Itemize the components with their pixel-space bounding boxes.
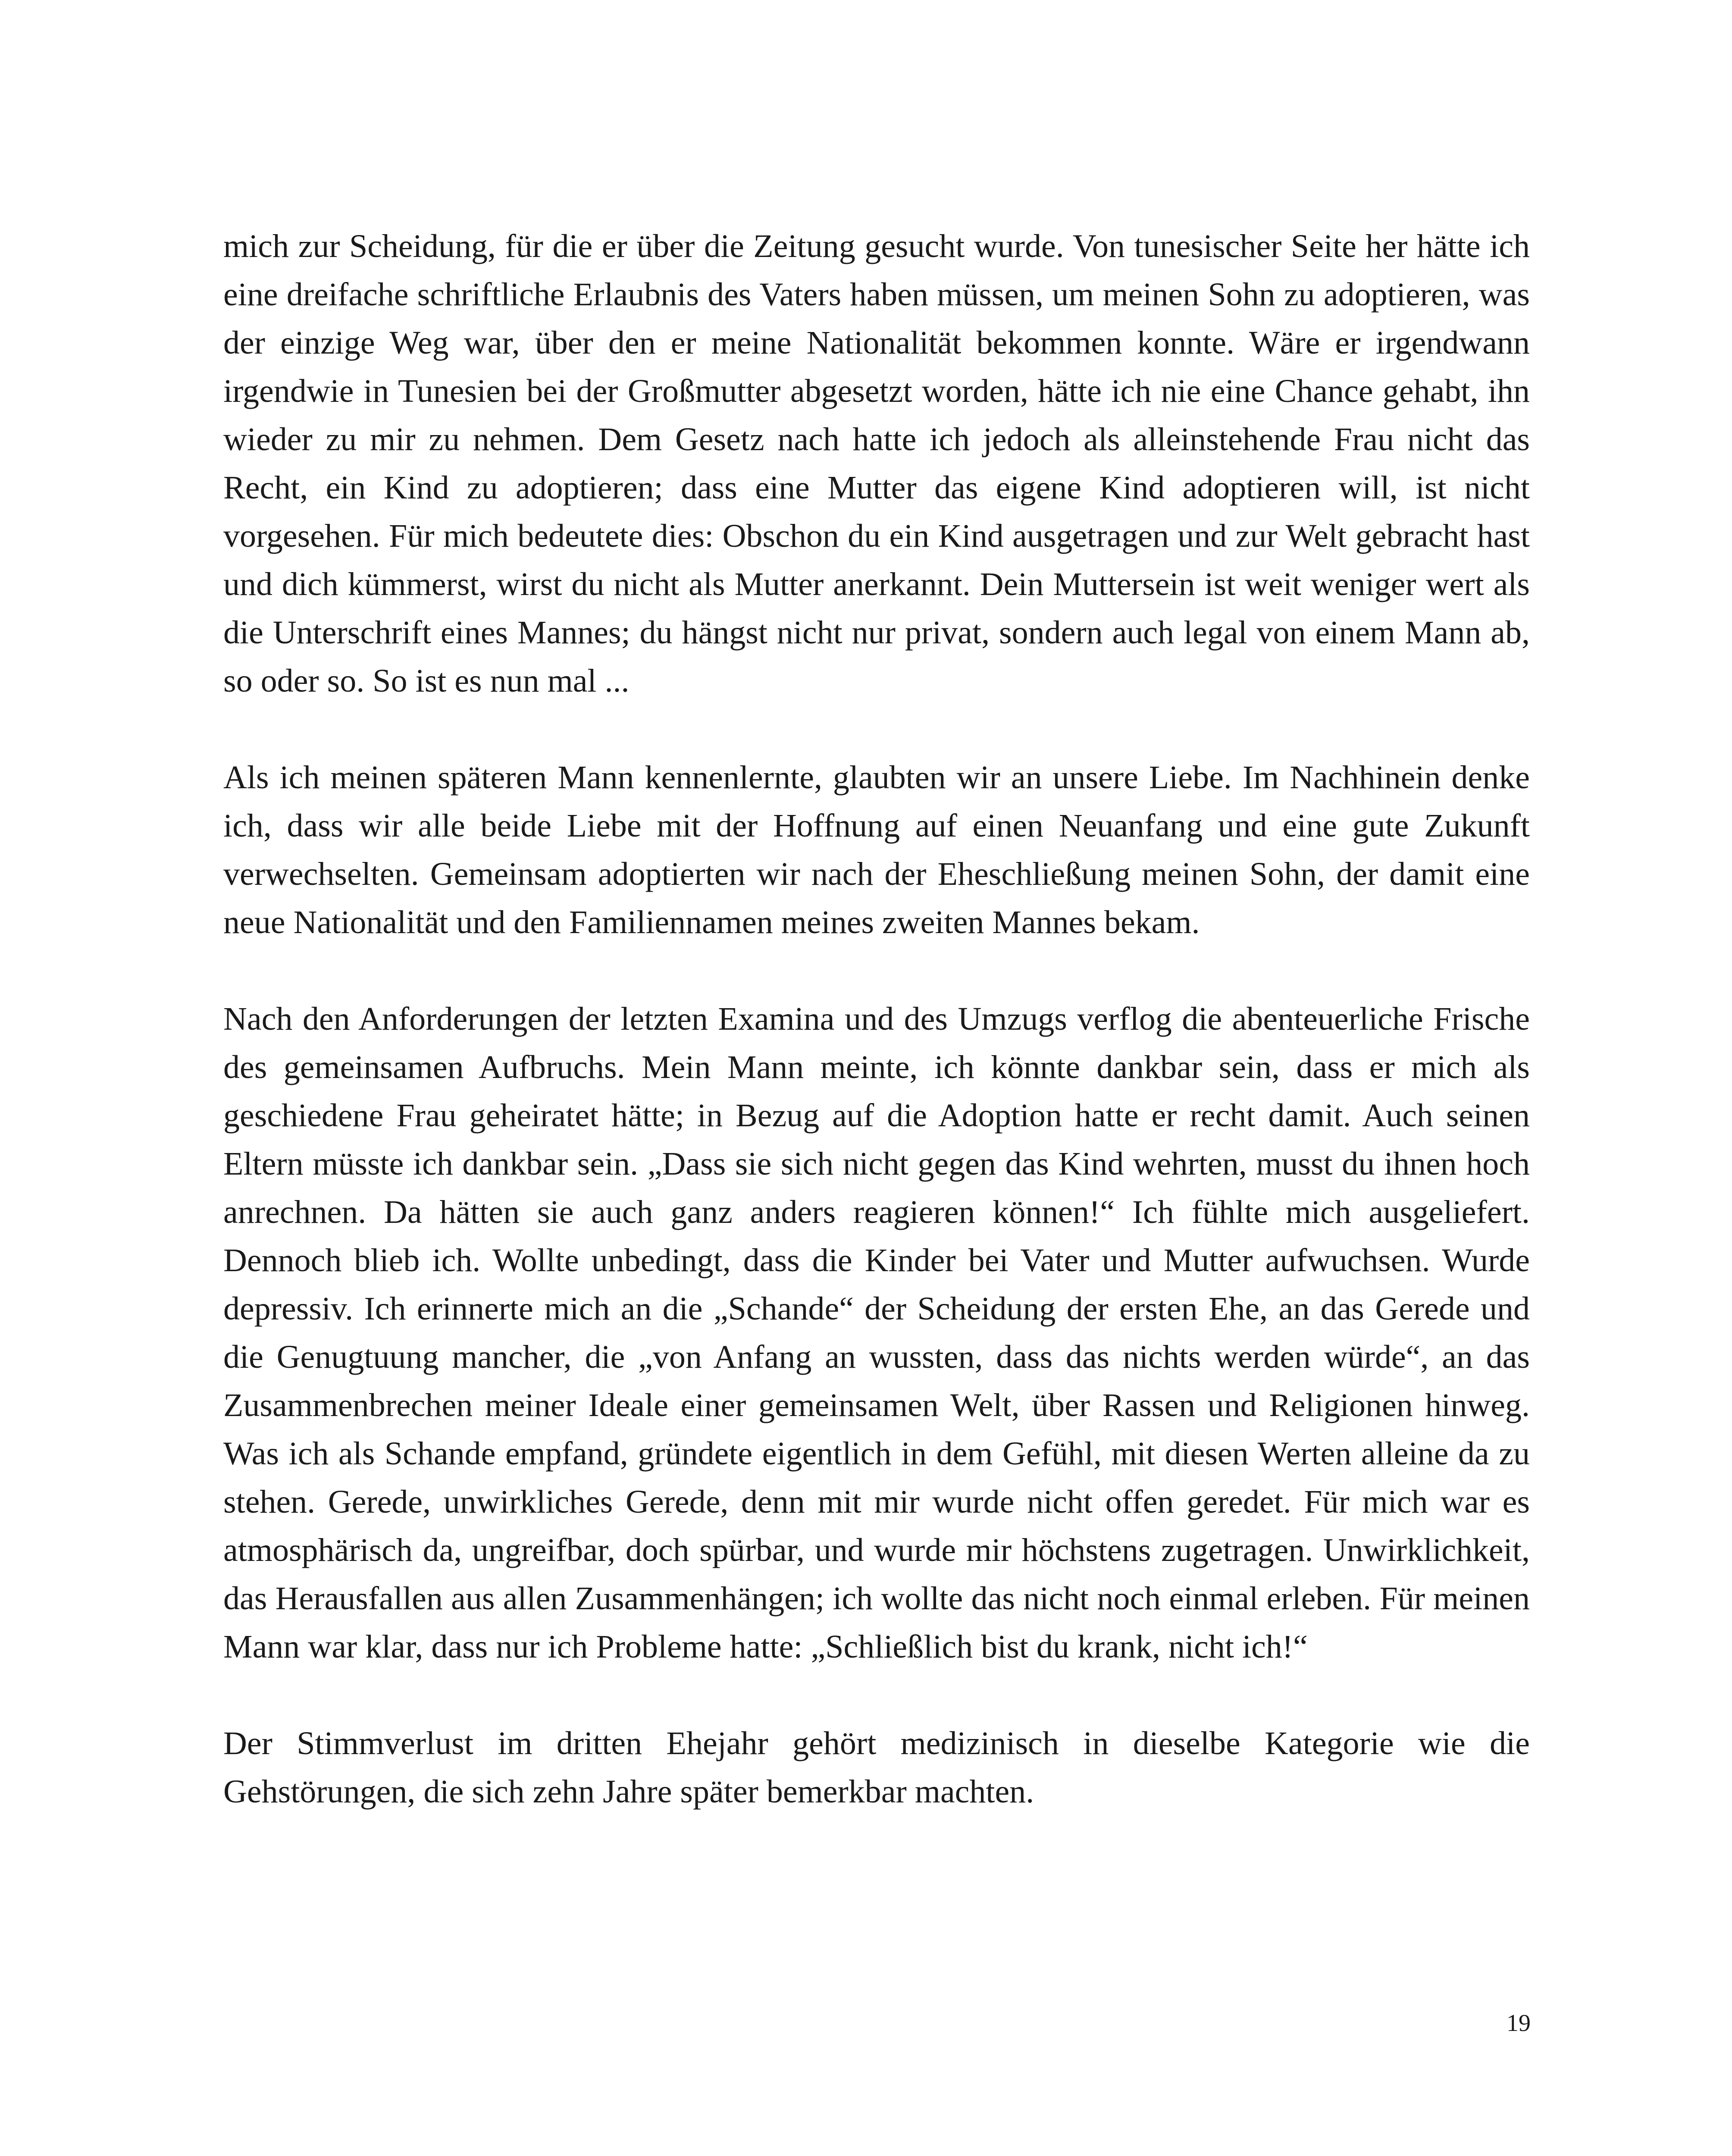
paragraph-3: Nach den Anforderungen der letzten Examina und des Umzugs verflog die abenteuerliche Frische des gemeinsamen Aufbruchs. Mein Mann meinte, ich könnte dankbar sein, dass er mich als geschiedene Frau geheiratet hätte; in Bezug auf die Adoption hatte er recht damit. Auch seinen Eltern müsste ich dankbar sein. „Dass sie sich nicht gegen das Kind wehrten, musst du ihnen hoch anrechnen. Da hätten sie auch ganz anders reagieren können!“ Ich fühlte mich ausgeliefert. Dennoch blieb ich. Wollte unbedingt, dass die Kinder bei Vater und Mutter aufwuchsen. Wurde depressiv. Ich erinnerte mich an die „Schande“ der Scheidung der ersten Ehe, an das Gerede und die Genugtuung mancher, die „von Anfang an wussten, dass das nichts werden würde“, an das Zusammenbrechen meiner Ideale einer gemeinsamen Welt, über Rassen und Religionen hinweg. Was ich als Schande empfand, gründete eigentlich in dem Gefühl, mit diesen Werten alleine da zu stehen. Gerede, unwirkliches Gerede, denn mit mir wurde nicht offen geredet. Für mich war es atmosphärisch da, ungreifbar, doch spürbar, und wurde mir höchstens zugetragen. Unwirklichkeit, das Herausfallen aus allen Zusammenhängen; ich wollte das nicht noch einmal erleben. Für meinen Mann war klar, dass nur ich Probleme hatte: „Schließlich bist du krank, nicht ich!“ bbox=[223, 1001, 1530, 1665]
page-number: 19 bbox=[1506, 2010, 1531, 2037]
paragraph-2: Als ich meinen späteren Mann kennenlernte, glaubten wir an unsere Liebe. Im Nachhinein denke ich, dass wir alle beide Liebe mit der Hoffnung auf einen Neuanfang und eine gute Zukunft verwechselten. Gemeinsam adoptierten wir nach der Eheschließung meinen Sohn, der damit eine neue Nationalität und den Familiennamen meines zweiten Mannes bekam. bbox=[223, 759, 1530, 940]
body-text bbox=[223, 222, 1530, 1816]
paragraph-4: Der Stimmverlust im dritten Ehejahr gehört medizinisch in dieselbe Kategorie wie die Gehstörungen, die sich zehn Jahre später bemerkbar machten. bbox=[223, 1725, 1530, 1810]
paragraph-1: mich zur Scheidung, für die er über die Zeitung gesucht wurde. Von tunesischer Seite her hätte ich eine dreifache schriftliche Erlaubnis des Vaters haben müssen, um meinen Sohn zu adoptieren, was der einzige Weg war, über den er meine Nationalität bekommen konnte. Wäre er irgendwann irgendwie in Tunesien bei der Großmutter abgesetzt worden, hätte ich nie eine Chance gehabt, ihn wieder zu mir zu nehmen. Dem Gesetz nach hatte ich jedoch als alleinstehende Frau nicht das Recht, ein Kind zu adoptieren; dass eine Mutter das eigene Kind adoptieren will, ist nicht vorgesehen. Für mich bedeutete dies: Obschon du ein Kind ausgetragen und zur Welt gebracht hast und dich kümmerst, wirst du nicht als Mutter anerkannt. Dein Muttersein ist weit weniger wert als die Unterschrift eines Mannes; du hängst nicht nur privat, sondern auch legal von einem Mann ab, so oder so. So ist es nun mal ... bbox=[223, 228, 1530, 699]
